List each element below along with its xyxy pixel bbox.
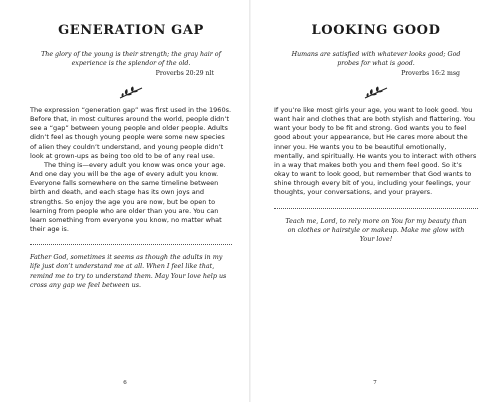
right-body-text xyxy=(274,106,478,198)
left-paragraph-1: The expression “generation gap” was first used in the 1960s. Before that, in most cultures around the world, people didn’t see a “gap” between young people and older people. Adults didn’t feel as though young people were some new species of alien they couldn’t understand, and young people didn’t look at grown-ups as being too old to be of any real use. xyxy=(30,106,232,160)
right-paragraph-1: If you’re like most girls your age, you want to look good. You want hair and clothes that are both stylish and flattering. You want your body to be fit and strong. God wants you to feel good about your appearance, but He cares more about the inner you. He wants you to be beautiful emotionally, mentally, and spiritually. He wants you to interact with others in a way that makes both you and them feel good. So it’s okay to want to look good, but remember that God wants to shine through every bit of you, including your feelings, your thoughts, your conversations, and your prayers. xyxy=(274,106,477,197)
left-scripture-reference: Proverbs 20:29 nlt xyxy=(155,70,214,77)
left-paragraph-2: The thing is—every adult you know was once your age. And one day you will be the age of every adult you know. Everyone falls somewhere on the same timeline between birth and death, and each stage has its own joys and strengths. So enjoy the age you are now, but be open to learning from people who are older than you are. You can learn something from everyone you know, no matter what their age is. xyxy=(30,160,226,234)
left-page-title: GENERATION GAP xyxy=(58,23,204,38)
left-body-text xyxy=(30,106,232,234)
leaf-sprig-icon xyxy=(363,86,389,100)
left-prayer: Father God, sometimes it seems as though the adults in my life just don’t understand me at all. When I feel like that, remind me to try to understand them. May Your love help us cross any gap we feel between us. xyxy=(30,253,227,289)
right-page xyxy=(250,0,500,402)
book-gutter xyxy=(249,0,251,402)
left-page-number: 6 xyxy=(123,380,127,386)
right-page-number: 7 xyxy=(373,380,377,386)
right-prayer: Teach me, Lord, to rely more on You for my beauty than on clothes or hairstyle or makeup. Make me glow with Your love! xyxy=(285,216,467,243)
left-dotted-divider xyxy=(30,244,232,245)
right-scripture-verse: Humans are satisfied with whatever looks good; God probes for what is good. xyxy=(291,51,461,67)
leaf-sprig-icon xyxy=(118,86,144,100)
right-page-title: LOOKING GOOD xyxy=(311,23,441,38)
right-scripture-reference: Proverbs 16:2 msg xyxy=(401,70,460,77)
left-scripture-verse: The glory of the young is their strength; the gray hair of experience is the splendor of the old. xyxy=(41,51,221,67)
right-dotted-divider xyxy=(274,208,478,209)
